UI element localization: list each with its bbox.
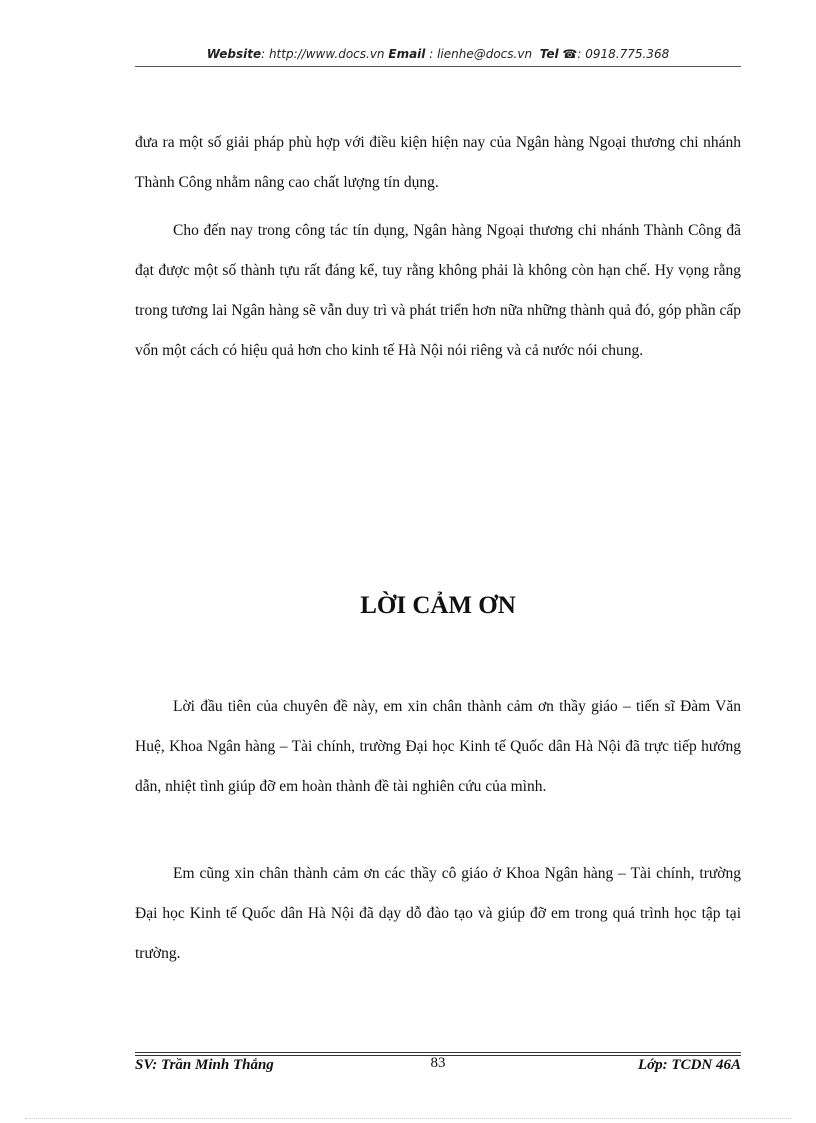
tel-value: : 0918.775.368 [577, 47, 670, 61]
tel-label: Tel [539, 47, 559, 61]
paragraph-4: Em cũng xin chân thành cảm ơn các thầy cô giáo ở Khoa Ngân hàng – Tài chính, trường Đại học Kinh tế Quốc dân Hà Nội đã dạy dỗ đào tạo và giúp đỡ em trong quá trình học tập tại trường. [135, 865, 741, 962]
page-header [135, 47, 741, 61]
email-value: : lienhe@docs.vn [425, 47, 533, 61]
page-bottom-border [25, 1118, 791, 1119]
phone-icon: ☎ [562, 47, 578, 61]
paragraph-3: Lời đầu tiên của chuyên đề này, em xin chân thành cảm ơn thầy giáo – tiến sĩ Đàm Văn Huệ, Khoa Ngân hàng – Tài chính, trường Đại học Kinh tế Quốc dân Hà Nội đã trực tiếp hướng dẫn, nhiệt tình giúp đỡ em hoàn thành đề tài nghiên cứu của mình. [135, 698, 741, 795]
footer-divider-top [135, 1052, 741, 1053]
footer-class: Lớp: TCDN 46A [637, 1057, 741, 1073]
page-number: 83 [430, 1055, 446, 1071]
email-label: Email [388, 47, 426, 61]
website-value: : http://www.docs.vn [261, 47, 385, 61]
paragraph-1: đưa ra một số giải pháp phù hợp với điều kiện hiện nay của Ngân hàng Ngoại thương chi nhánh Thành Công nhằm nâng cao chất lượng tín dụng. [135, 134, 741, 191]
footer-student: SV: Trần Minh Thắng [135, 1057, 274, 1073]
website-label: Website [206, 47, 262, 61]
header-divider [135, 66, 741, 67]
section-title: LỜI CẢM ƠN [360, 592, 516, 619]
paragraph-2: Cho đến nay trong công tác tín dụng, Ngân hàng Ngoại thương chi nhánh Thành Công đã đạt được một số thành tựu rất đáng kể, tuy rằng không phải là không còn hạn chế. Hy vọng rằng trong tương lai Ngân hàng sẽ vẫn duy trì và phát triển hơn nữa những thành quả đó, góp phần cấp vốn một cách có hiệu quả hơn cho kinh tế Hà Nội nói riêng và cả nước nói chung. [135, 222, 741, 359]
